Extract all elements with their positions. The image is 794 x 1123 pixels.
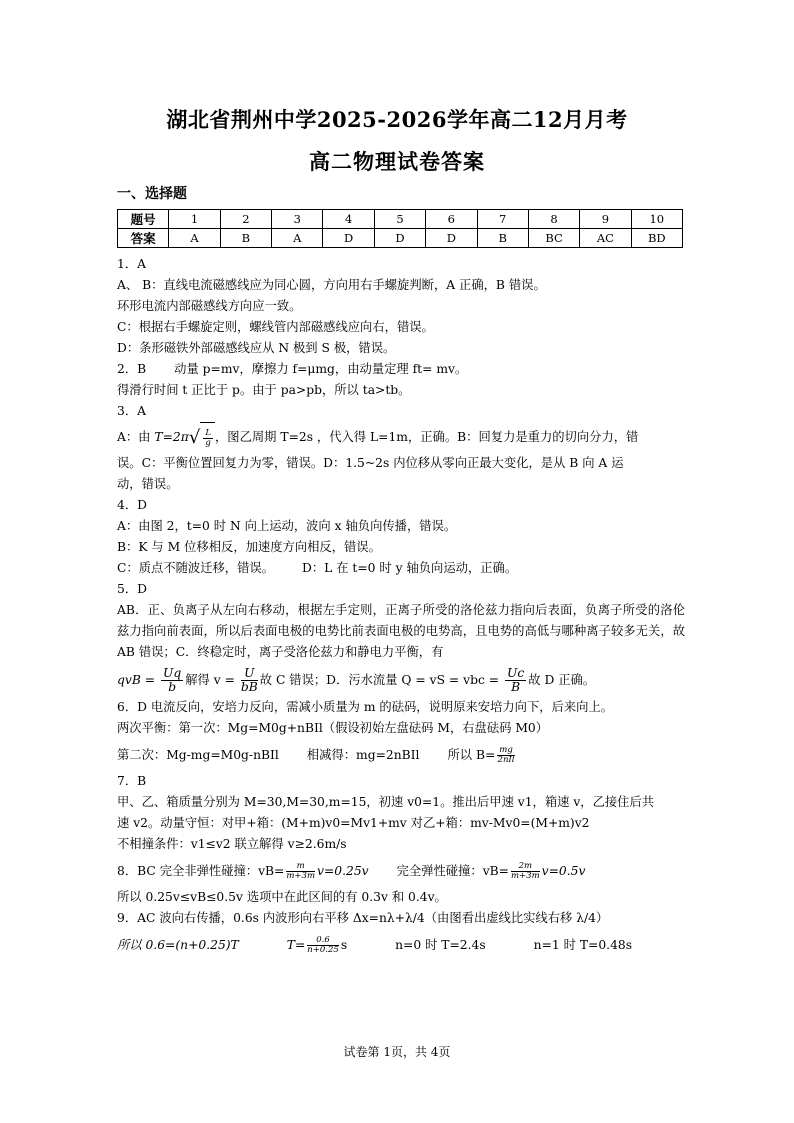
fraction-denominator: B xyxy=(511,680,521,694)
q5-formula-line xyxy=(117,663,685,697)
table-cell: 7 xyxy=(477,210,528,229)
fraction xyxy=(511,862,540,881)
q3-text: ，图乙周期 T=2s ，代入得 L=1m，正确。B：回复力是重力的切向分力，错 xyxy=(214,430,639,444)
sqrt-sign-icon: √ xyxy=(188,426,201,448)
q3-line: 误。C：平衡位置回复力为零，错误。D：1.5~2s 内位移从零向正最大变化，是从 B 向 A 运 xyxy=(117,456,624,470)
q2-line xyxy=(117,359,685,380)
q9-line: 9．AC 波向右传播，0.6s 内波形向右平移 Δx=nλ+λ/4（由图看出虚线比实线右移 λ/4） xyxy=(117,911,609,925)
q3-line xyxy=(117,422,685,453)
fraction xyxy=(497,746,515,765)
table-cell: B xyxy=(477,229,528,248)
sqrt-content xyxy=(200,422,215,453)
q6-text: 相减得：mg=2nBIl xyxy=(306,748,420,762)
section-heading: 一、选择题 xyxy=(117,186,187,202)
table-cell: 5 xyxy=(374,210,425,229)
q5-text: 解得 v = xyxy=(185,673,235,687)
q3-text: A：由 xyxy=(117,430,151,444)
q4-heading: 4．D xyxy=(117,498,147,512)
table-cell: 10 xyxy=(631,210,682,229)
fraction-denominator: m+3m xyxy=(286,871,316,881)
table-cell: 1 xyxy=(169,210,220,229)
q9-text: s xyxy=(340,938,348,952)
q5-heading: 5．D xyxy=(117,582,147,596)
table-row-label: 题号 xyxy=(118,210,169,229)
fraction xyxy=(286,862,315,881)
q6-line xyxy=(117,739,685,771)
q5-formula: qvB = xyxy=(117,673,156,687)
table-cell: A xyxy=(169,229,220,248)
table-row-label: 答案 xyxy=(118,229,169,248)
fraction-denominator: 2nIl xyxy=(497,755,515,765)
q6-line: 6．D 电流反向，安培力反向，需减小质量为 m 的砝码，说明原来安培力向下，后来向上。 xyxy=(117,700,614,714)
page-footer: 试卷第 1页，共 4页 xyxy=(343,1045,451,1059)
q9-text: n=1 时 T=0.48s xyxy=(533,938,633,952)
table-cell: D xyxy=(426,229,477,248)
table-cell: 4 xyxy=(323,210,374,229)
q8-line: 所以 0.25v≤vB≤0.5v 选项中在此区间的有 0.3v 和 0.4v。 xyxy=(117,890,447,904)
page-title: 湖北省荆州中学2025-2026学年高二12月月考 xyxy=(166,107,628,132)
fraction-numerator: m xyxy=(286,862,315,872)
q1-heading: 1．A xyxy=(117,257,147,271)
q8-text: v=0.5v xyxy=(541,864,586,878)
table-cell: D xyxy=(323,229,374,248)
fraction xyxy=(161,667,183,694)
q1-line: C：根据右手螺旋定则，螺线管内部磁感线应向右，错误。 xyxy=(117,320,434,334)
fraction-numerator: mg xyxy=(499,745,513,756)
fraction-denominator: bB xyxy=(240,680,258,694)
q5-text: 故 C 错误；D．污水流量 Q = vS = vbc = xyxy=(259,673,500,687)
table-cell: BC xyxy=(528,229,579,248)
answer-table xyxy=(117,209,683,248)
q2-text: 动量 p=mv，摩擦力 f=μmg，由动量定理 ft= mv。 xyxy=(174,362,468,376)
q4-text: C：质点不随波迁移，错误。 xyxy=(117,561,274,575)
q4-line: A：由图 2，t=0 时 N 向上运动，波向 x 轴负向传播，错误。 xyxy=(117,519,457,533)
table-cell: 6 xyxy=(426,210,477,229)
fraction xyxy=(505,667,526,694)
fraction xyxy=(203,429,213,448)
q9-text: n=0 时 T=2.4s xyxy=(395,938,486,952)
fraction xyxy=(241,667,258,694)
table-row-answers xyxy=(118,229,683,248)
fraction xyxy=(307,936,339,955)
fraction-numerator: 0.6 xyxy=(307,936,339,946)
q5-text: 故 D 正确。 xyxy=(528,673,596,687)
q1-line: A、 B：直线电流磁感线应为同心圆，方向用右手螺旋判断，A 正确，B 错误。 xyxy=(117,278,546,292)
q6-text: 所以 B= xyxy=(447,748,496,762)
q3-heading: 3．A xyxy=(117,404,147,418)
fraction-numerator: L xyxy=(205,428,211,439)
q7-line: 甲、乙、箱质量分别为 M=30,M=30,m=15，初速 v0=1。推出后甲速 v1，箱速 v，乙接住后共 xyxy=(117,795,655,809)
table-cell: AC xyxy=(580,229,631,248)
solutions xyxy=(117,254,685,961)
fraction-numerator: Uc xyxy=(506,666,525,681)
fraction-denominator: b xyxy=(168,680,177,694)
table-cell: 3 xyxy=(272,210,323,229)
q4-text: D：L 在 t=0 时 y 轴负向运动，正确。 xyxy=(301,561,518,575)
fraction-numerator: Uq xyxy=(163,666,182,681)
q7-line: 速 v2。动量守恒：对甲+箱：(M+m)v0=Mv1+mv 对乙+箱：mv-Mv0=(M+m)v2 xyxy=(117,816,590,830)
q1-line: 环形电流内部磁感线方向应一致。 xyxy=(117,299,302,313)
q9-line xyxy=(117,929,685,961)
table-cell: 2 xyxy=(220,210,271,229)
table-cell: BD xyxy=(631,229,682,248)
fraction-numerator: U xyxy=(241,667,258,681)
page-subtitle: 高二物理试卷答案 xyxy=(309,149,485,174)
period-formula: T=2π xyxy=(154,430,189,444)
fraction-denominator: n+0.25 xyxy=(307,945,339,955)
q4-line: B：K 与 M 位移相反，加速度方向相反，错误。 xyxy=(117,540,381,554)
q6-text: 第二次：Mg-mg=M0g-nBIl xyxy=(117,748,279,762)
q3-line: 动，错误。 xyxy=(117,477,179,491)
q9-text: 所以 0.6=(n+0.25)T xyxy=(117,938,239,952)
table-cell: D xyxy=(374,229,425,248)
q7-heading: 7．B xyxy=(117,774,147,788)
q8-text: 8．BC 完全非弹性碰撞：vB= xyxy=(117,864,285,878)
q5-paragraph: AB．正、负离子从左向右移动，根据左手定则，正离子所受的洛伦兹力指向后表面，负离子所受的洛伦兹力指向前表面，所以后表面电极的电势比前表面电极的电势高，且电势的高低与哪种离子较多无关，故 AB 错误；C．终稳定时，离子受洛伦兹力和静电力平衡，有 xyxy=(117,603,685,659)
table-cell: 9 xyxy=(580,210,631,229)
q6-line: 两次平衡：第一次：Mg=M0g+nBIl（假设初始左盘砝码 M，右盘砝码 M0） xyxy=(117,721,549,735)
q9-text: T= xyxy=(286,938,306,952)
q2-heading: 2．B xyxy=(117,362,147,376)
fraction-denominator: m+3m xyxy=(510,871,540,881)
table-cell: A xyxy=(272,229,323,248)
q7-line: 不相撞条件：v1≤v2 联立解得 v≥2.6m/s xyxy=(117,837,347,851)
q8-text: 完全弹性碰撞：vB= xyxy=(396,864,509,878)
table-cell: B xyxy=(220,229,271,248)
table-row-numbers xyxy=(118,210,683,229)
q8-text: v=0.25v xyxy=(317,864,369,878)
table-cell: 8 xyxy=(528,210,579,229)
q1-line: D：条形磁铁外部磁感线应从 N 极到 S 极，错误。 xyxy=(117,341,396,355)
q8-line xyxy=(117,855,685,887)
q2-line: 得滑行时间 t 正比于 p。由于 pa>pb，所以 ta>tb。 xyxy=(117,383,411,397)
fraction-numerator: 2m xyxy=(511,862,540,872)
fraction-denominator: g xyxy=(205,438,211,448)
q4-line xyxy=(117,558,685,579)
